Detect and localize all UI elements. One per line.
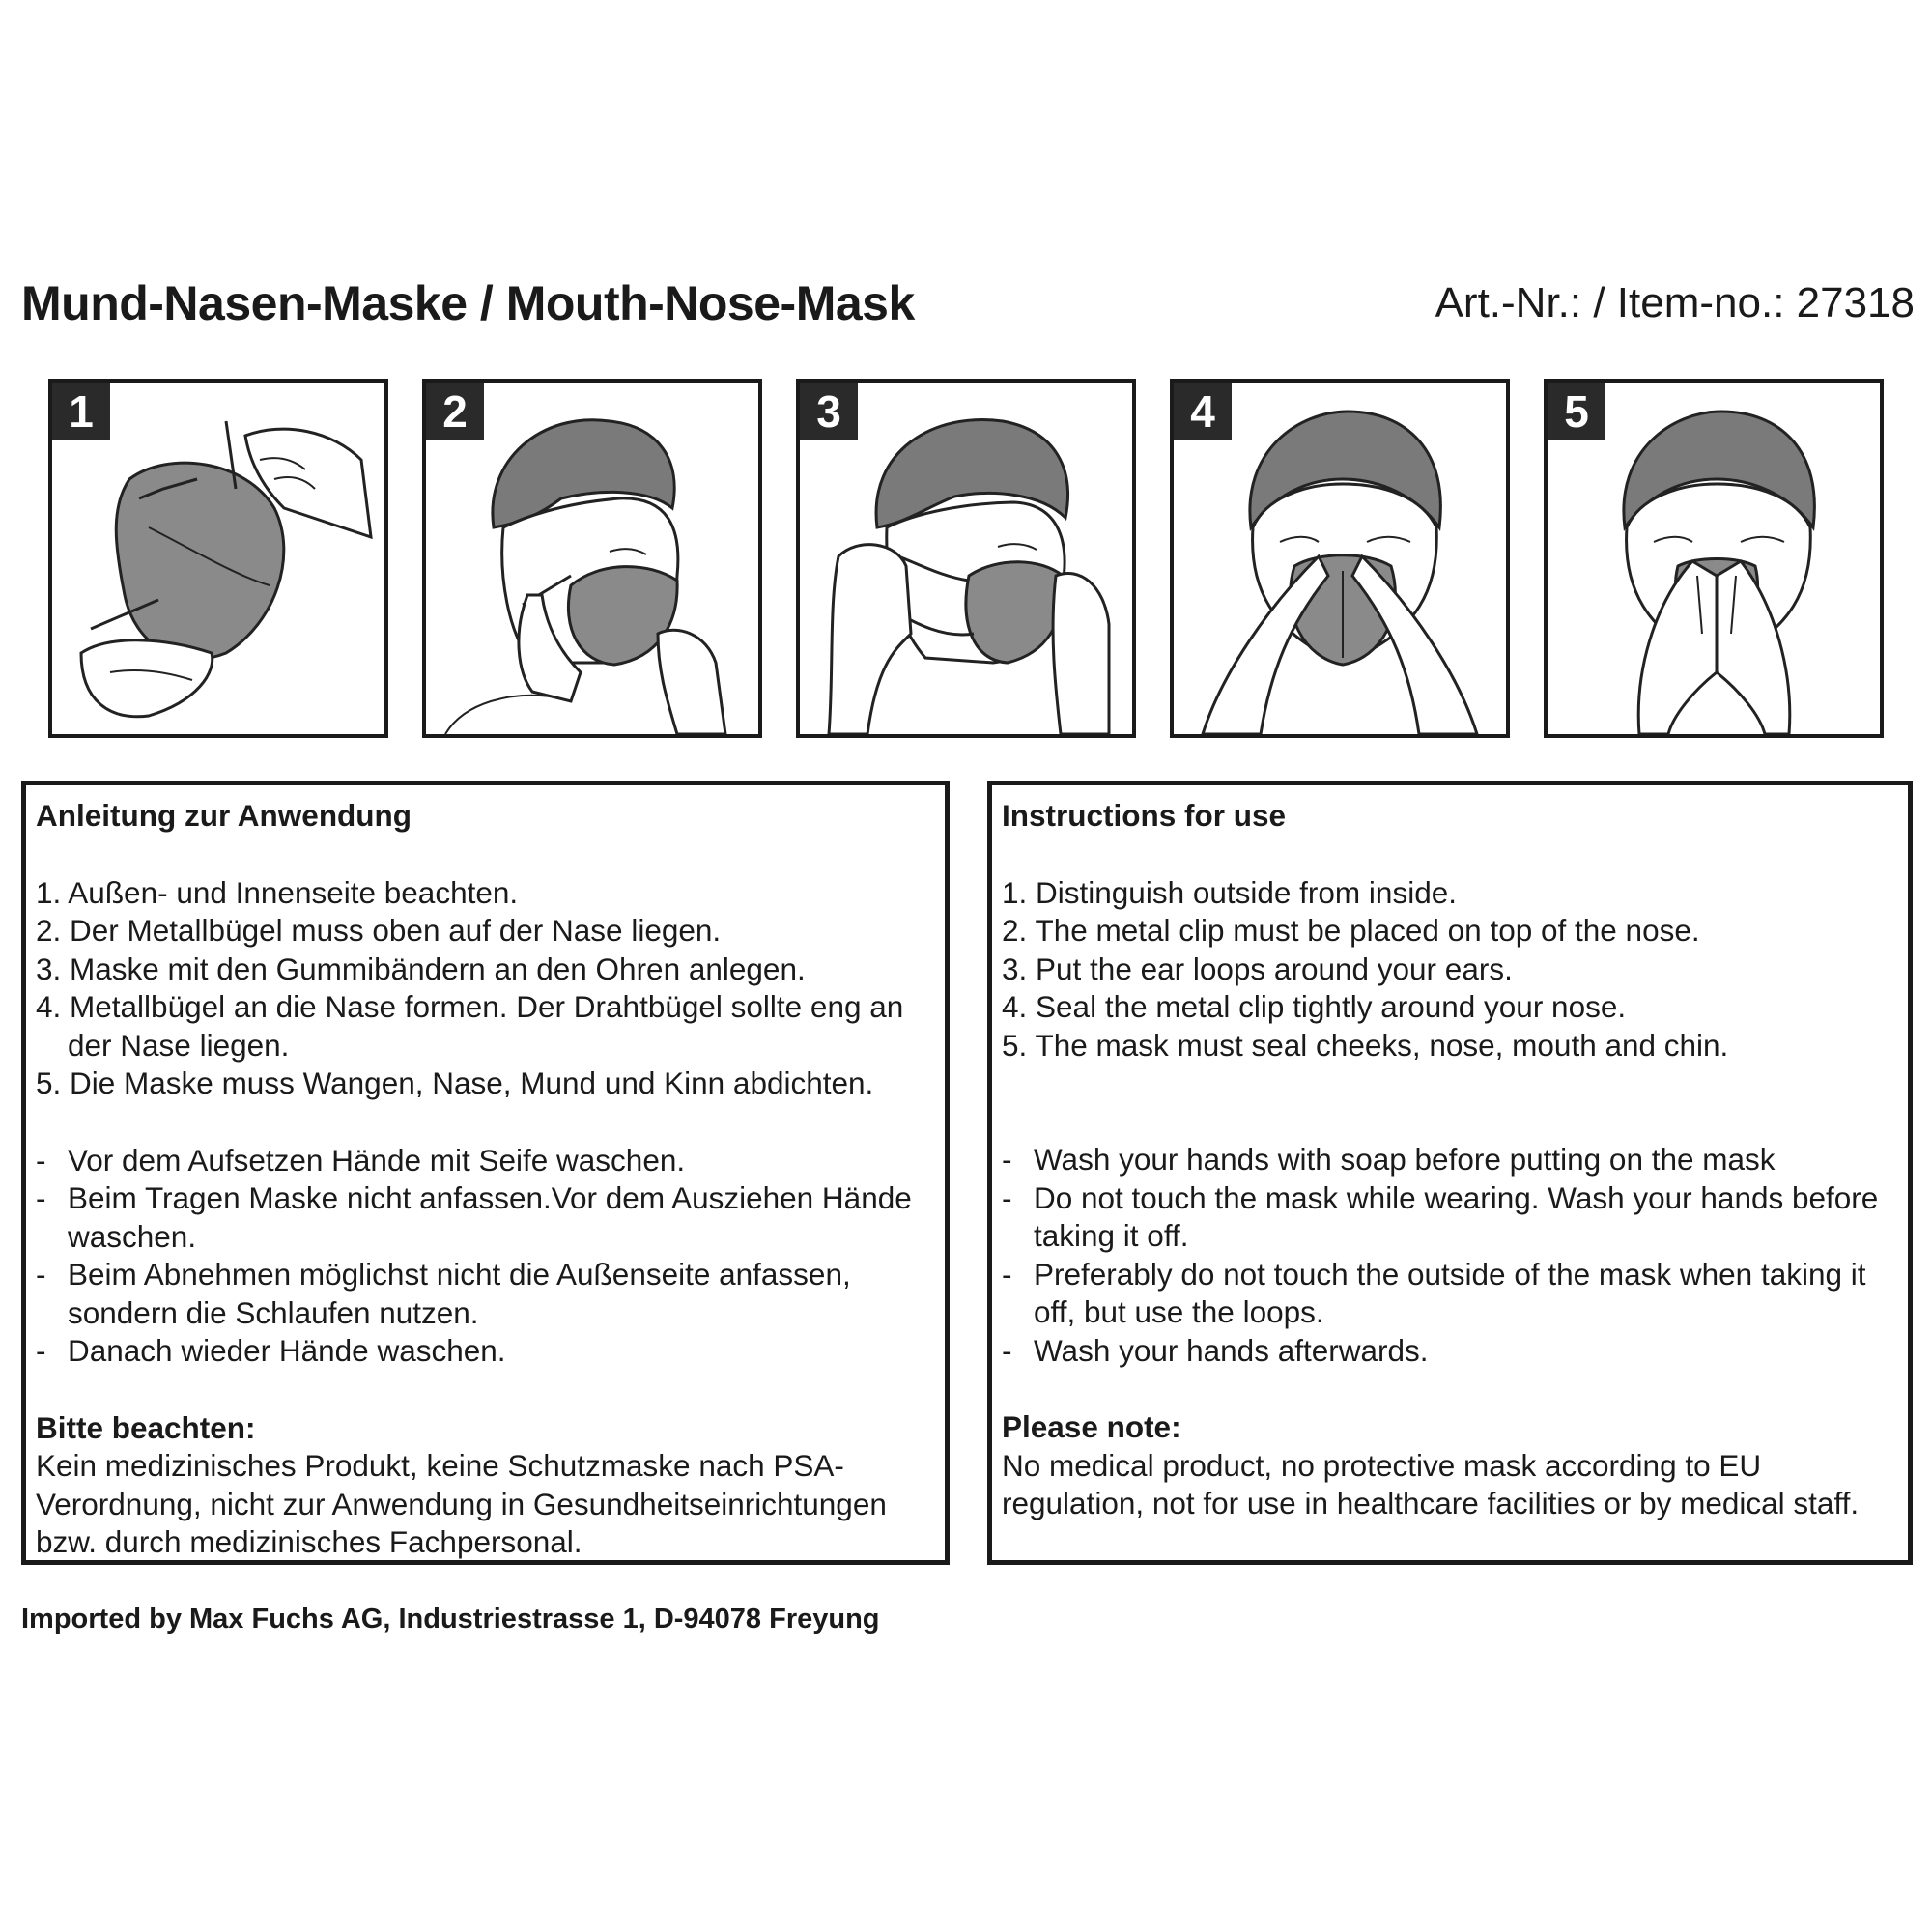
german-instructions-box	[21, 781, 950, 1565]
step-1-illustration	[48, 379, 388, 738]
english-step: 5. The mask must seal cheeks, nose, mouth and chin.	[1002, 1027, 1729, 1063]
german-note-heading: Bitte beachten:	[36, 1409, 256, 1445]
german-bullets-list	[36, 1142, 935, 1371]
german-bullet: - Beim Tragen Maske nicht anfassen.Vor dem Ausziehen Hände waschen.	[36, 1180, 912, 1254]
illustration-strip	[48, 379, 1893, 738]
german-bullet: - Danach wieder Hände waschen.	[36, 1333, 506, 1368]
english-step: 4. Seal the metal clip tightly around your nose.	[1002, 989, 1627, 1024]
item-number: Art.-Nr.: / Item-no.: 27318	[1435, 279, 1915, 327]
english-bullet: - Wash your hands with soap before putting on the mask	[1002, 1142, 1776, 1177]
english-note-heading: Please note:	[1002, 1409, 1181, 1444]
german-bullet: - Vor dem Aufsetzen Hände mit Seife waschen.	[36, 1142, 686, 1178]
header	[21, 275, 1915, 343]
german-step: 5. Die Maske muss Wangen, Nase, Mund und Kinn abdichten.	[36, 1065, 874, 1100]
english-note-text: No medical product, no protective mask according to EU regulation, not for use in healthcare facilities or by medical staff.	[1002, 1447, 1860, 1520]
german-note-text: Kein medizinisches Produkt, keine Schutzmaske nach PSA-Verordnung, nicht zur Anwendung in Gesundheitseinrichtungen bzw. durch medizinisches Fachpersonal.	[36, 1448, 887, 1559]
german-steps-list	[36, 874, 935, 1103]
step-number-badge: 2	[426, 383, 484, 440]
step-3-illustration	[796, 379, 1136, 738]
importer-footer: Imported by Max Fuchs AG, Industriestrasse 1, D-94078 Freyung	[21, 1604, 880, 1634]
step-5-illustration	[1544, 379, 1884, 738]
step-4-illustration	[1170, 379, 1510, 738]
document-title: Mund-Nasen-Maske / Mouth-Nose-Mask	[21, 276, 915, 330]
step-number-badge: 4	[1174, 383, 1232, 440]
english-steps-list	[1002, 874, 1898, 1065]
english-heading: Instructions for use	[1002, 798, 1287, 833]
german-step: 2. Der Metallbügel muss oben auf der Nase liegen.	[36, 913, 722, 948]
english-bullet: - Wash your hands afterwards.	[1002, 1332, 1429, 1368]
step-number-badge: 1	[52, 383, 110, 440]
step-2-illustration	[422, 379, 762, 738]
german-step: 4. Metallbügel an die Nase formen. Der Drahtbügel sollte eng an der Nase liegen.	[36, 989, 904, 1063]
german-step: 3. Maske mit den Gummibändern an den Ohren anlegen.	[36, 951, 806, 986]
english-step: 3. Put the ear loops around your ears.	[1002, 951, 1513, 986]
english-bullet: - Preferably do not touch the outside of the mask when taking it off, but use the loops.	[1002, 1256, 1866, 1329]
german-step: 1. Außen- und Innenseite beachten.	[36, 874, 519, 910]
english-step: 1. Distinguish outside from inside.	[1002, 874, 1457, 910]
step-number-badge: 3	[800, 383, 858, 440]
english-instructions-box	[987, 781, 1913, 1565]
english-step: 2. The metal clip must be placed on top of the nose.	[1002, 913, 1700, 948]
german-bullet: - Beim Abnehmen möglichst nicht die Außenseite anfassen, sondern die Schlaufen nutzen.	[36, 1257, 851, 1330]
english-bullets-list	[1002, 1141, 1898, 1370]
english-bullet: - Do not touch the mask while wearing. Wash your hands before taking it off.	[1002, 1179, 1879, 1253]
german-heading: Anleitung zur Anwendung	[36, 798, 412, 833]
step-number-badge: 5	[1548, 383, 1605, 440]
